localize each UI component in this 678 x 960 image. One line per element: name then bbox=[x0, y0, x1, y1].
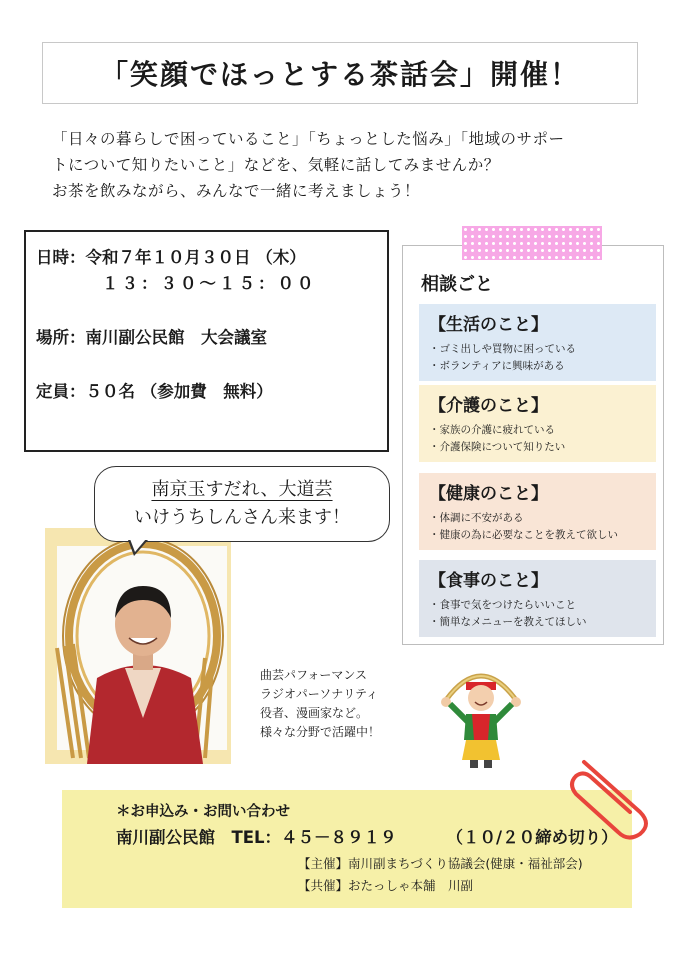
event-place: 場所：南川副公民館 大会議室 bbox=[36, 328, 267, 347]
intro-line: 「日々の暮らしで困っていること」「ちょっとした悩み」「地域のサポー bbox=[52, 130, 565, 148]
event-date: 日時：令和７年１０月３０日 （木） bbox=[36, 248, 306, 267]
topic-title: 【健康のこと】 bbox=[429, 484, 548, 504]
event-info-box bbox=[24, 230, 389, 452]
paperclip-icon bbox=[566, 750, 656, 840]
performer-line: ラジオパーソナリティ bbox=[260, 687, 379, 701]
topic-health bbox=[419, 473, 656, 550]
event-time: １３：３０〜１５：００ bbox=[102, 274, 317, 293]
contact-band bbox=[62, 790, 632, 908]
performer-photo bbox=[45, 528, 231, 764]
topic-living bbox=[419, 304, 656, 381]
topic-item: ・ 家族の介護に疲れている bbox=[429, 422, 648, 439]
consult-heading: 相談ごと bbox=[421, 274, 493, 295]
masking-tape bbox=[462, 226, 602, 260]
performer-line: 様々な分野で活躍中！ bbox=[260, 725, 381, 739]
topic-item: ・ ボランティアに興味がある bbox=[429, 358, 648, 375]
performer-line: 曲芸パフォーマンス bbox=[260, 668, 368, 682]
title-box bbox=[42, 42, 638, 104]
contact-host: 【主催】南川副まちづくり協議会(健康・福祉部会) bbox=[298, 856, 583, 871]
topic-item: ・ ゴミ出しや買物に困っている bbox=[429, 341, 648, 358]
contact-cohost: 【共催】おたっしゃ本舗 川副 bbox=[298, 878, 474, 893]
performer-line: 役者、漫画家など。 bbox=[260, 706, 369, 720]
topic-meal bbox=[419, 560, 656, 637]
topic-item: ・ 介護保険について知りたい bbox=[429, 439, 648, 456]
contact-tel: 南川副公民館 TEL：４５－８９１９ bbox=[116, 828, 397, 847]
topic-item: ・ 健康の為に必要なことを教えて欲しい bbox=[429, 527, 648, 544]
bubble-line: 南京玉すだれ、大道芸 bbox=[151, 479, 333, 500]
consult-panel bbox=[402, 245, 664, 645]
speech-bubble bbox=[94, 466, 390, 542]
topic-title: 【介護のこと】 bbox=[429, 396, 548, 416]
topic-item: ・ 簡単なメニューを教えてほしい bbox=[429, 614, 648, 631]
contact-heading: ＊お申込み・お問い合わせ bbox=[116, 804, 290, 820]
topic-care bbox=[419, 385, 656, 462]
page-title: 「笑顔でほっとする茶話会」開催！ bbox=[99, 58, 580, 91]
topic-item: ・ 食事で気をつけたらいいこと bbox=[429, 597, 648, 614]
bubble-line: いけうちしんさん来ます！ bbox=[134, 507, 350, 528]
event-capacity: 定員：５０名 （参加費 無料） bbox=[36, 382, 273, 401]
performer-description bbox=[260, 666, 380, 742]
mascot-illustration bbox=[436, 660, 526, 770]
topic-item: ・ 体調に不安がある bbox=[429, 510, 648, 527]
intro-line: トについて知りたいこと」などを、気軽に話してみませんか？ bbox=[52, 156, 500, 174]
topic-title: 【生活のこと】 bbox=[429, 315, 548, 335]
contact-deadline: （１０/２０締め切り） bbox=[446, 828, 618, 847]
contact-venue-tel bbox=[116, 824, 618, 848]
intro-line: お茶を飲みながら、みんなで一緒に考えましょう！ bbox=[52, 182, 421, 200]
intro-text bbox=[52, 126, 652, 204]
topic-title: 【食事のこと】 bbox=[429, 571, 548, 591]
